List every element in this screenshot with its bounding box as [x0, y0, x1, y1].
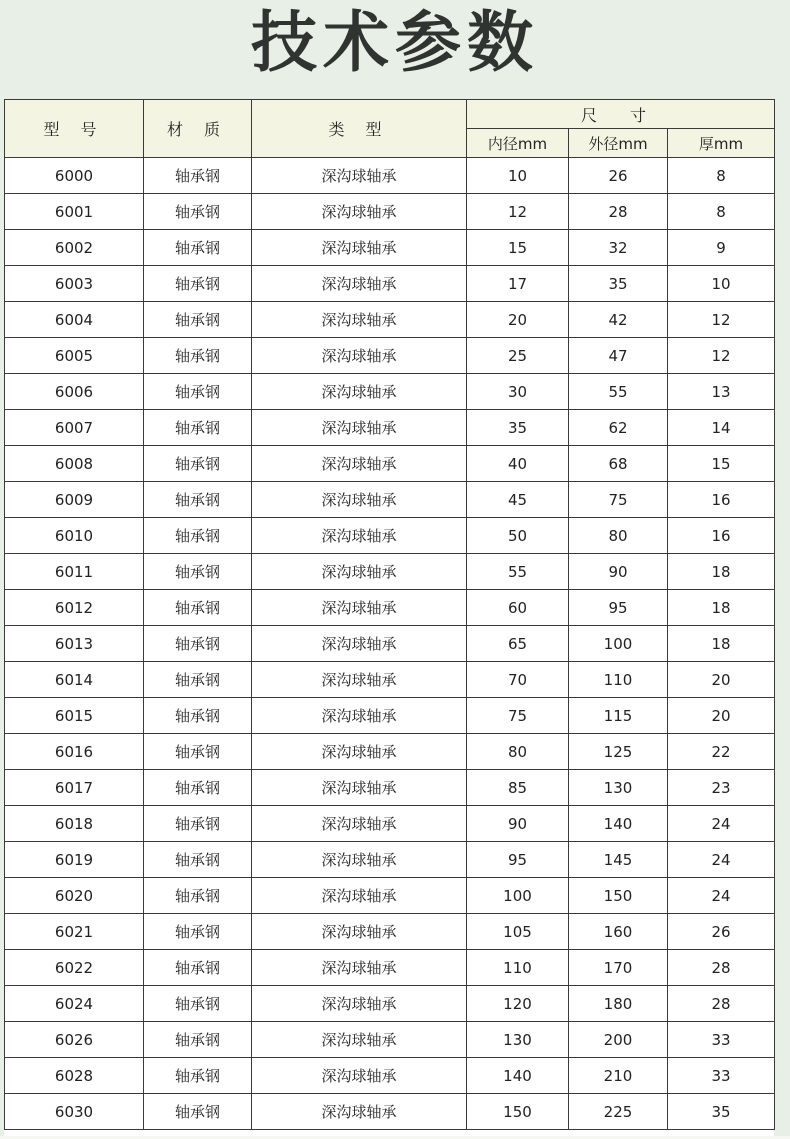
cell-thickness: 22 — [668, 734, 775, 770]
cell-model: 6021 — [5, 914, 144, 950]
cell-type: 深沟球轴承 — [252, 770, 467, 806]
cell-inner: 75 — [467, 698, 569, 734]
cell-inner: 30 — [467, 374, 569, 410]
spec-table-container — [4, 99, 774, 1136]
cell-material: 轴承钢 — [144, 842, 252, 878]
cell-inner: 150 — [467, 1094, 569, 1130]
cell-model: 6019 — [5, 842, 144, 878]
cell-inner: 50 — [467, 518, 569, 554]
table-body — [5, 158, 775, 1130]
cell-material: 轴承钢 — [144, 770, 252, 806]
cell-outer: 210 — [569, 1058, 668, 1094]
cell-model: 6010 — [5, 518, 144, 554]
table-header — [5, 100, 775, 158]
cell-model: 6000 — [5, 158, 144, 194]
cell-inner: 40 — [467, 446, 569, 482]
cell-thickness: 16 — [668, 518, 775, 554]
cell-material: 轴承钢 — [144, 446, 252, 482]
cell-material: 轴承钢 — [144, 914, 252, 950]
cell-outer: 32 — [569, 230, 668, 266]
table-row — [5, 230, 775, 266]
cell-thickness: 15 — [668, 446, 775, 482]
cell-type: 深沟球轴承 — [252, 230, 467, 266]
table-row — [5, 158, 775, 194]
cell-outer: 145 — [569, 842, 668, 878]
cell-material: 轴承钢 — [144, 518, 252, 554]
cell-material: 轴承钢 — [144, 482, 252, 518]
cell-material: 轴承钢 — [144, 158, 252, 194]
table-row — [5, 1022, 775, 1058]
table-row — [5, 590, 775, 626]
cell-material: 轴承钢 — [144, 374, 252, 410]
cell-type: 深沟球轴承 — [252, 734, 467, 770]
cell-type: 深沟球轴承 — [252, 914, 467, 950]
table-row — [5, 626, 775, 662]
cell-outer: 47 — [569, 338, 668, 374]
table-row — [5, 338, 775, 374]
cell-outer: 26 — [569, 158, 668, 194]
cell-model: 6006 — [5, 374, 144, 410]
cell-inner: 70 — [467, 662, 569, 698]
cell-type: 深沟球轴承 — [252, 626, 467, 662]
cell-outer: 55 — [569, 374, 668, 410]
cell-inner: 85 — [467, 770, 569, 806]
cell-material: 轴承钢 — [144, 230, 252, 266]
table-row — [5, 698, 775, 734]
cell-material: 轴承钢 — [144, 626, 252, 662]
cell-outer: 68 — [569, 446, 668, 482]
header-material: 材 质 — [144, 100, 252, 158]
cell-thickness: 8 — [668, 194, 775, 230]
cell-model: 6030 — [5, 1094, 144, 1130]
cell-outer: 62 — [569, 410, 668, 446]
cell-outer: 225 — [569, 1094, 668, 1130]
cell-model: 6013 — [5, 626, 144, 662]
cell-type: 深沟球轴承 — [252, 986, 467, 1022]
cell-model: 6001 — [5, 194, 144, 230]
cell-material: 轴承钢 — [144, 554, 252, 590]
cell-thickness: 26 — [668, 914, 775, 950]
cell-thickness: 13 — [668, 374, 775, 410]
table-row — [5, 878, 775, 914]
header-model: 型 号 — [5, 100, 144, 158]
cell-thickness: 35 — [668, 1094, 775, 1130]
cell-model: 6017 — [5, 770, 144, 806]
table-row — [5, 482, 775, 518]
cell-thickness: 28 — [668, 950, 775, 986]
cell-model: 6028 — [5, 1058, 144, 1094]
cell-outer: 130 — [569, 770, 668, 806]
cell-outer: 42 — [569, 302, 668, 338]
cell-inner: 120 — [467, 986, 569, 1022]
cell-model: 6011 — [5, 554, 144, 590]
table-row — [5, 374, 775, 410]
cell-thickness: 28 — [668, 986, 775, 1022]
table-row — [5, 986, 775, 1022]
table-row — [5, 446, 775, 482]
table-row — [5, 914, 775, 950]
cell-model: 6016 — [5, 734, 144, 770]
cell-model: 6018 — [5, 806, 144, 842]
cell-model: 6007 — [5, 410, 144, 446]
cell-outer: 95 — [569, 590, 668, 626]
cell-thickness: 12 — [668, 302, 775, 338]
cell-material: 轴承钢 — [144, 806, 252, 842]
cell-inner: 110 — [467, 950, 569, 986]
cell-thickness: 33 — [668, 1022, 775, 1058]
cell-model: 6012 — [5, 590, 144, 626]
cell-inner: 130 — [467, 1022, 569, 1058]
cell-inner: 10 — [467, 158, 569, 194]
cell-outer: 180 — [569, 986, 668, 1022]
cell-model: 6022 — [5, 950, 144, 986]
cell-thickness: 23 — [668, 770, 775, 806]
cell-outer: 80 — [569, 518, 668, 554]
table-row — [5, 662, 775, 698]
cell-type: 深沟球轴承 — [252, 1058, 467, 1094]
cell-type: 深沟球轴承 — [252, 878, 467, 914]
cell-outer: 75 — [569, 482, 668, 518]
cell-model: 6005 — [5, 338, 144, 374]
cell-type: 深沟球轴承 — [252, 518, 467, 554]
cell-model: 6008 — [5, 446, 144, 482]
cell-material: 轴承钢 — [144, 734, 252, 770]
cell-thickness: 18 — [668, 554, 775, 590]
table-row — [5, 266, 775, 302]
table-row — [5, 1094, 775, 1130]
cell-type: 深沟球轴承 — [252, 590, 467, 626]
cell-material: 轴承钢 — [144, 194, 252, 230]
cell-inner: 25 — [467, 338, 569, 374]
spec-table — [4, 99, 775, 1130]
cell-inner: 17 — [467, 266, 569, 302]
cell-type: 深沟球轴承 — [252, 194, 467, 230]
table-row — [5, 518, 775, 554]
cell-material: 轴承钢 — [144, 950, 252, 986]
header-type: 类 型 — [252, 100, 467, 158]
cell-inner: 95 — [467, 842, 569, 878]
cell-thickness: 24 — [668, 878, 775, 914]
cell-type: 深沟球轴承 — [252, 662, 467, 698]
cell-outer: 90 — [569, 554, 668, 590]
cell-material: 轴承钢 — [144, 662, 252, 698]
cell-inner: 12 — [467, 194, 569, 230]
table-row — [5, 950, 775, 986]
cell-inner: 35 — [467, 410, 569, 446]
cell-type: 深沟球轴承 — [252, 266, 467, 302]
cell-material: 轴承钢 — [144, 878, 252, 914]
cell-inner: 15 — [467, 230, 569, 266]
page-title: 技术参数 — [251, 4, 539, 81]
header-inner-diameter: 内径mm — [467, 129, 569, 158]
cell-model: 6002 — [5, 230, 144, 266]
cell-inner: 90 — [467, 806, 569, 842]
cell-inner: 60 — [467, 590, 569, 626]
cell-thickness: 9 — [668, 230, 775, 266]
cell-model: 6026 — [5, 1022, 144, 1058]
cell-thickness: 20 — [668, 698, 775, 734]
table-row — [5, 734, 775, 770]
cell-outer: 110 — [569, 662, 668, 698]
cell-inner: 140 — [467, 1058, 569, 1094]
cell-type: 深沟球轴承 — [252, 374, 467, 410]
cell-inner: 20 — [467, 302, 569, 338]
cell-material: 轴承钢 — [144, 1094, 252, 1130]
cell-model: 6014 — [5, 662, 144, 698]
cell-model: 6004 — [5, 302, 144, 338]
cell-material: 轴承钢 — [144, 1022, 252, 1058]
cell-type: 深沟球轴承 — [252, 410, 467, 446]
table-row — [5, 410, 775, 446]
cell-thickness: 14 — [668, 410, 775, 446]
cell-outer: 160 — [569, 914, 668, 950]
cell-inner: 80 — [467, 734, 569, 770]
cell-inner: 45 — [467, 482, 569, 518]
cell-type: 深沟球轴承 — [252, 1022, 467, 1058]
cell-thickness: 16 — [668, 482, 775, 518]
cell-type: 深沟球轴承 — [252, 950, 467, 986]
table-row — [5, 302, 775, 338]
cell-outer: 35 — [569, 266, 668, 302]
cell-outer: 200 — [569, 1022, 668, 1058]
cell-material: 轴承钢 — [144, 302, 252, 338]
cell-material: 轴承钢 — [144, 698, 252, 734]
cell-model: 6015 — [5, 698, 144, 734]
cell-material: 轴承钢 — [144, 338, 252, 374]
cell-outer: 140 — [569, 806, 668, 842]
cell-type: 深沟球轴承 — [252, 806, 467, 842]
header-thickness: 厚mm — [668, 129, 775, 158]
cell-thickness: 18 — [668, 590, 775, 626]
cell-material: 轴承钢 — [144, 410, 252, 446]
cell-model: 6009 — [5, 482, 144, 518]
cell-thickness: 10 — [668, 266, 775, 302]
cell-outer: 115 — [569, 698, 668, 734]
cell-type: 深沟球轴承 — [252, 1094, 467, 1130]
header-size: 尺 寸 — [467, 100, 775, 129]
cell-outer: 125 — [569, 734, 668, 770]
table-row — [5, 770, 775, 806]
header-outer-diameter: 外径mm — [569, 129, 668, 158]
cell-inner: 105 — [467, 914, 569, 950]
cell-outer: 170 — [569, 950, 668, 986]
cell-material: 轴承钢 — [144, 986, 252, 1022]
cell-type: 深沟球轴承 — [252, 302, 467, 338]
cell-thickness: 18 — [668, 626, 775, 662]
table-row — [5, 806, 775, 842]
cell-thickness: 8 — [668, 158, 775, 194]
table-row — [5, 554, 775, 590]
cell-model: 6003 — [5, 266, 144, 302]
cell-inner: 55 — [467, 554, 569, 590]
cell-type: 深沟球轴承 — [252, 446, 467, 482]
cell-material: 轴承钢 — [144, 266, 252, 302]
cell-material: 轴承钢 — [144, 590, 252, 626]
table-row — [5, 842, 775, 878]
cell-thickness: 20 — [668, 662, 775, 698]
cell-thickness: 24 — [668, 842, 775, 878]
cell-type: 深沟球轴承 — [252, 698, 467, 734]
cell-thickness: 33 — [668, 1058, 775, 1094]
table-row — [5, 194, 775, 230]
cell-type: 深沟球轴承 — [252, 842, 467, 878]
cell-type: 深沟球轴承 — [252, 338, 467, 374]
cell-thickness: 12 — [668, 338, 775, 374]
cell-outer: 28 — [569, 194, 668, 230]
cell-thickness: 24 — [668, 806, 775, 842]
cell-model: 6020 — [5, 878, 144, 914]
table-row — [5, 1058, 775, 1094]
cell-inner: 100 — [467, 878, 569, 914]
cell-material: 轴承钢 — [144, 1058, 252, 1094]
cell-model: 6024 — [5, 986, 144, 1022]
cell-inner: 65 — [467, 626, 569, 662]
cell-type: 深沟球轴承 — [252, 482, 467, 518]
cell-type: 深沟球轴承 — [252, 158, 467, 194]
cell-type: 深沟球轴承 — [252, 554, 467, 590]
cell-outer: 100 — [569, 626, 668, 662]
cell-outer: 150 — [569, 878, 668, 914]
